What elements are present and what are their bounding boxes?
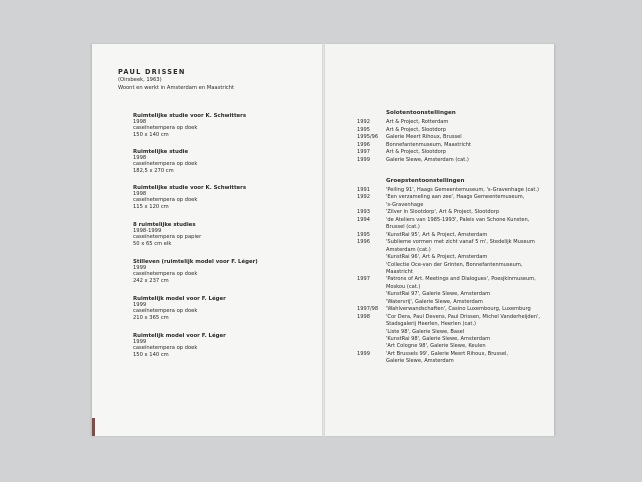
work-title: Stilleven (ruimtelijk model voor F. Léger)	[133, 259, 258, 265]
work-title: 8 ruimtelijke studies	[133, 222, 196, 228]
exhibition-year: 1994	[357, 216, 370, 223]
work-medium: caseïnetempera op doek	[133, 161, 198, 168]
left-page	[92, 44, 323, 436]
work-size: 210 x 365 cm	[133, 314, 169, 321]
exhibition-year: 1995/96	[357, 134, 379, 141]
work-item	[133, 185, 246, 210]
exhibition-text: Art & Project, Slootdorp	[386, 149, 447, 156]
exhibition-year: 1996	[357, 141, 370, 148]
exhibition-text: 'Zilver in Slootdorp', Art & Project, Slootdorp	[386, 209, 500, 216]
exhibition-year: 1992	[357, 194, 370, 201]
exhibition-year: 1999	[357, 350, 370, 357]
work-title: Ruimtelijk model voor F. Léger	[133, 333, 226, 339]
exhibition-year: 1992	[357, 119, 370, 125]
exhibition-year: 1997/98	[357, 306, 379, 313]
work-item	[133, 333, 226, 358]
work-item	[133, 149, 197, 174]
work-size: 242 x 237 cm	[133, 277, 169, 284]
exhibition-text: 'KunstRai 97', Galerie Slewe, Amsterdam	[386, 291, 491, 298]
exhibition-text: 'KunstRai 95', Art & Project, Amsterdam	[386, 231, 488, 238]
work-item	[133, 222, 201, 247]
page-edge-mark	[92, 418, 95, 436]
exhibition-text: Galerie Slewe, Amsterdam	[386, 358, 454, 365]
artist-name: PAUL DRISSEN	[118, 68, 186, 76]
exhibition-text: Stadsgalerij Heerlen, Heerlen (cat.)	[386, 321, 476, 328]
work-year: 1998	[133, 155, 147, 161]
exhibition-text: Galerie Meert Rihoux, Brussel	[386, 134, 462, 141]
exhibition-year: 1995	[357, 231, 370, 238]
work-medium: caseïnetempera op doek	[133, 271, 198, 278]
exhibition-year: 1997	[357, 149, 370, 156]
exhibition-text: 'de Ateliers van 1985-1993', Paleis van Schone Kunsten,	[386, 216, 530, 223]
work-medium: caseïnetempera op doek	[133, 308, 198, 315]
exhibition-year: 1991	[357, 187, 370, 193]
work-title: Ruimtelijke studie voor K. Schwitters	[133, 113, 247, 119]
exhibition-text: 'Art Cologne 98', Galerie Slewe, Keulen	[386, 343, 486, 350]
work-item	[133, 259, 258, 284]
exhibition-text: 'KunstRai 96', Art & Project, Amsterdam	[386, 254, 488, 261]
exhibition-text: 'Sublieme vormen met zicht vanaf 5 m', Stedelijk Museum	[386, 239, 535, 246]
exhibition-text: Art & Project, Slootdorp	[386, 126, 447, 133]
work-title: Ruimtelijke studie	[133, 149, 189, 155]
exhibition-text: Moskou (cat.)	[386, 283, 421, 290]
exhibition-text: Brussel (cat.)	[386, 224, 420, 231]
exhibition-year: 1998	[357, 313, 370, 320]
work-size: 150 x 140 cm	[133, 351, 169, 358]
work-size: 50 x 65 cm elk	[133, 240, 172, 247]
artist-birth: (Oirsbeek, 1963)	[118, 77, 162, 83]
exhibition-text: 'Cor Dera, Paul Devens, Paul Drissen, Michel Vanderheijden',	[386, 313, 541, 320]
work-medium: caseïnetempera op papier	[133, 234, 202, 241]
exhibition-text: 'Peiling 91', Haags Gemeentemuseum, 's-Gravenhage (cat.)	[386, 187, 539, 193]
exhibition-text: 'Liste 98', Galerie Slewe, Basel	[386, 328, 465, 335]
solo-heading: Solotentoonstellingen	[386, 110, 456, 116]
exhibition-year: 1993	[357, 209, 370, 216]
work-year: 1999	[133, 302, 147, 308]
work-size: 115 x 120 cm	[133, 203, 169, 210]
exhibition-text: 'Wahlverwandschaften', Casino Luxembourg, Luxemburg	[386, 306, 531, 313]
exhibition-text: 'KunstRai 98', Galerie Slewe, Amsterdam	[386, 336, 491, 342]
work-medium: caseïnetempera op doek	[133, 345, 198, 352]
exhibition-text: 'Watervrij', Galerie Slewe, Amsterdam	[386, 298, 483, 305]
work-title: Ruimtelijke studie voor K. Schwitters	[133, 185, 247, 191]
exhibition-year: 1995	[357, 126, 370, 133]
work-medium: caseïnetempera op doek	[133, 125, 198, 132]
exhibition-text: Galerie Slewe, Amsterdam (cat.)	[386, 157, 469, 163]
group-heading: Groepstentoonstellingen	[386, 178, 465, 184]
work-year: 1999	[133, 339, 147, 345]
work-medium: caseïnetempera op doek	[133, 197, 198, 204]
work-year: 1998	[133, 191, 147, 197]
work-item	[133, 296, 226, 321]
work-item	[133, 113, 246, 138]
work-title: Ruimtelijk model voor F. Léger	[133, 296, 226, 302]
exhibition-text: 'Patrons of Art. Meetings and Dialogues', Poesjkinmuseum,	[386, 276, 536, 283]
exhibition-text: 'Art Brussels 99', Galerie Meert Rihoux, Brussel,	[386, 350, 508, 357]
work-size: 150 x 140 cm	[133, 131, 169, 138]
work-size: 182,5 x 270 cm	[133, 167, 174, 174]
artist-residence: Woont en werkt in Amsterdam en Maastricht	[118, 85, 235, 91]
work-year: 1999	[133, 265, 147, 271]
book-spine	[322, 44, 325, 436]
exhibition-text: 'Collectie Oce-van der Grinten, Bonnefantenmuseum,	[386, 261, 523, 268]
exhibition-text: 's-Gravenhage	[386, 201, 424, 208]
exhibition-text: Art & Project, Rotterdam	[386, 119, 449, 125]
work-year: 1998-1999	[133, 228, 162, 234]
exhibition-year: 1999	[357, 157, 370, 163]
exhibition-year: 1996	[357, 239, 370, 246]
exhibition-text: 'Een verzameling aan zee', Haags Gemeentemuseum,	[386, 194, 525, 201]
exhibition-text: Maastricht	[386, 268, 413, 275]
exhibition-year: 1997	[357, 276, 370, 283]
work-year: 1998	[133, 119, 147, 125]
exhibition-text: Bonnefantenmuseum, Maastricht	[386, 141, 471, 148]
exhibition-text: Amsterdam (cat.)	[386, 246, 431, 253]
